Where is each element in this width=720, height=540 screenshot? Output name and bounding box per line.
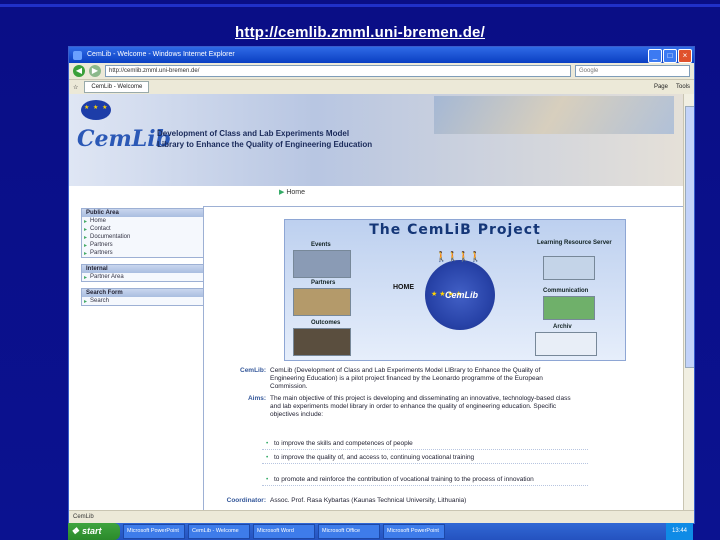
banner-collage-image [434, 96, 674, 134]
taskbar-item[interactable]: Microsoft PowerPoint [123, 524, 185, 539]
main-content [203, 206, 684, 511]
sidebar-heading: Public Area [82, 209, 208, 217]
browser-window [68, 46, 695, 524]
eu-flag-icon [81, 100, 111, 120]
objective-item: • to improve the quality of, and access to, continuing vocational training [262, 453, 588, 464]
site-banner [69, 94, 684, 186]
window-controls [648, 49, 692, 63]
sidebar-heading: Internal [82, 265, 208, 273]
info-cemlib [204, 367, 684, 391]
communication-image[interactable] [543, 296, 595, 320]
favorites-star-icon[interactable]: ☆ [73, 84, 79, 91]
address-toolbar [69, 63, 694, 80]
label-learning-resource-server: Learning Resource Server [537, 240, 612, 246]
cemlib-mini-logo: CemLib [445, 290, 479, 300]
project-diagram [284, 219, 626, 361]
home-label[interactable]: HOME [393, 284, 414, 291]
sidebar-item-search[interactable]: ▸ Search [82, 297, 208, 305]
back-icon[interactable]: ◀ [73, 65, 85, 77]
close-button[interactable]: × [678, 49, 692, 63]
start-button[interactable]: ❖ start [68, 523, 120, 540]
page-menu[interactable]: Page [653, 84, 668, 90]
sidebar-search [81, 288, 209, 306]
objective-item: • to promote and reinforce the contribution of vocational training to the process of innovation [262, 475, 588, 486]
taskbar-item[interactable]: CemLib - Welcome [188, 524, 250, 539]
sidebar-heading: Search Form [82, 289, 208, 297]
taskbar [68, 523, 693, 540]
minimize-button[interactable]: _ [648, 49, 662, 63]
people-icons: 🚶🚶🚶🚶 [435, 252, 481, 263]
browser-titlebar [69, 47, 694, 63]
label-partners: Partners [311, 280, 336, 286]
slide-url-heading[interactable]: http://cemlib.zmml.uni-bremen.de/ [235, 24, 485, 41]
status-text: CemLib [73, 514, 94, 520]
info-key: CemLib: [240, 367, 266, 374]
maximize-button[interactable]: □ [663, 49, 677, 63]
cemlib-logo[interactable]: CemLib [77, 126, 171, 152]
sidebar-item-contact[interactable]: ▸ Contact [82, 225, 208, 233]
breadcrumb [279, 188, 305, 196]
taskbar-item[interactable]: Microsoft Office [318, 524, 380, 539]
events-photo[interactable] [293, 250, 351, 278]
sidebar-item-home[interactable]: ▸ Home [82, 217, 208, 225]
label-outcomes: Outcomes [311, 320, 341, 326]
outcomes-photo[interactable] [293, 328, 351, 356]
ie-icon [73, 51, 82, 60]
sidebar-item-partner-area[interactable]: ▸ Partner Area [82, 273, 208, 281]
window-title: CemLib - Welcome - Windows Internet Explorer [87, 51, 235, 58]
site-tagline [157, 128, 372, 150]
objective-item: • to improve the skills and competences of people [262, 439, 588, 450]
forward-icon[interactable]: ▶ [89, 65, 101, 77]
address-bar[interactable]: http://cemlib.zmml.uni-bremen.de/ [105, 65, 571, 77]
info-value: The main objective of this project is developing and disseminating an innovative, technology-based class and lab experiments model library in order to enhance the quality of engineering education. Specific objectives include: [270, 395, 571, 418]
breadcrumb-arrow-icon: ▶ [279, 189, 285, 196]
tagline-line-1: Development of Class and Lab Experiments Model [157, 129, 350, 138]
browser-tab[interactable]: CemLib - Welcome [84, 81, 149, 93]
sidebar-item-documentation[interactable]: ▸ Documentation [82, 233, 208, 241]
sidebar-public-area [81, 208, 209, 258]
label-archiv: Archiv [553, 324, 572, 330]
tagline-line-2: Library to Enhance the Quality of Engineering Education [157, 140, 373, 149]
taskbar-item[interactable]: Microsoft PowerPoint [383, 524, 445, 539]
sidebar-item-partners[interactable]: ▸ Partners [82, 241, 208, 249]
command-bar [654, 84, 690, 90]
label-communication: Communication [543, 288, 589, 294]
tab-row [69, 80, 694, 95]
info-value: Assoc. Prof. Rasa Kybartas (Kaunas Technical University, Lithuania) [270, 497, 467, 504]
scrollbar-thumb[interactable] [685, 106, 695, 368]
partners-photo[interactable] [293, 288, 351, 316]
sidebar-internal [81, 264, 209, 282]
info-value: CemLib (Development of Class and Lab Experiments Model LIBrary to Enhance the Quality of Engineering Education) is a pilot project financed by the Leonardo programme of the European Commission. [270, 367, 543, 390]
info-key: Aims: [247, 395, 266, 402]
vertical-scrollbar[interactable] [683, 94, 694, 511]
taskbar-item[interactable]: Microsoft Word [253, 524, 315, 539]
info-key: Coordinator: [226, 497, 266, 504]
label-events: Events [311, 242, 331, 248]
search-input[interactable]: Google [575, 65, 690, 77]
slide-top-rule [0, 4, 720, 7]
info-aims [204, 395, 684, 439]
info-coordinator [204, 497, 684, 507]
archiv-image[interactable] [535, 332, 597, 356]
breadcrumb-home[interactable]: Home [286, 189, 306, 196]
web-page [69, 94, 684, 511]
lrs-image[interactable] [543, 256, 595, 280]
status-bar [69, 510, 694, 523]
diagram-title: The CemLiB Project [369, 222, 541, 238]
sidebar-item-partners-2[interactable]: ▸ Partners [82, 249, 208, 257]
system-tray-clock: 13:44 [666, 523, 693, 540]
sidebar [81, 208, 209, 312]
tools-menu[interactable]: Tools [675, 84, 690, 90]
